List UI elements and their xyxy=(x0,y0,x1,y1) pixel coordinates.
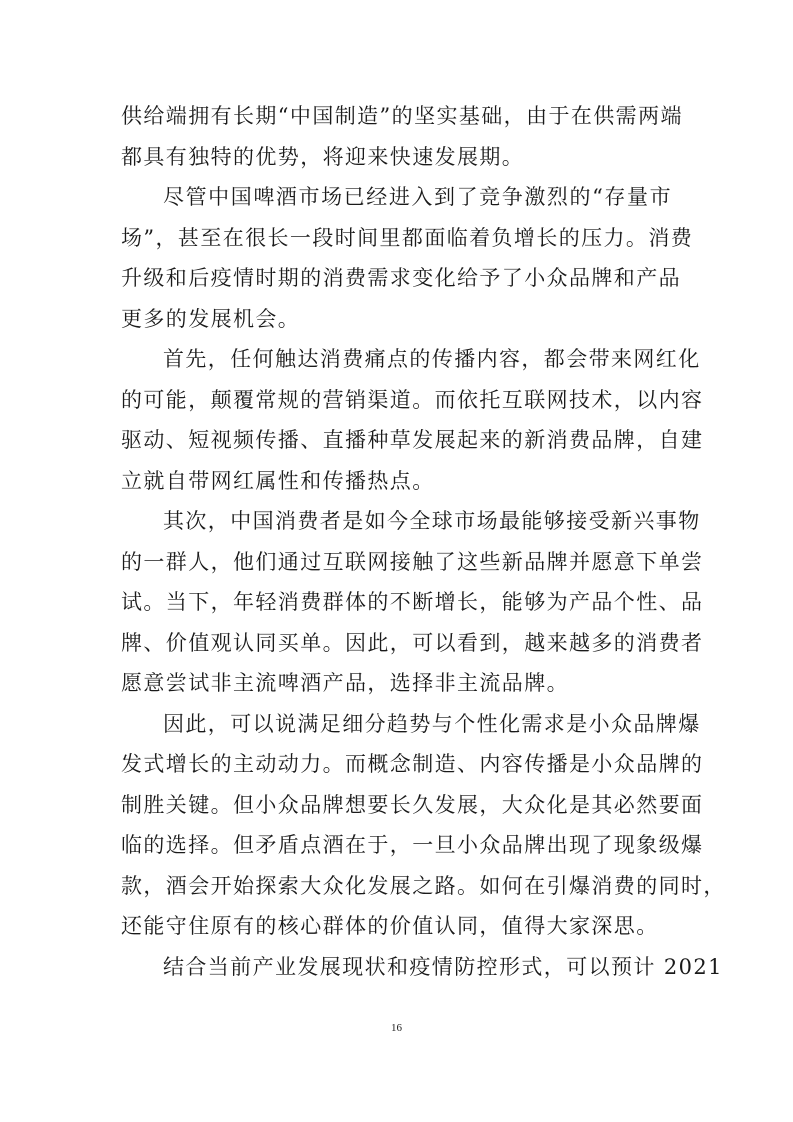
text-line: 更多的发展机会。 xyxy=(121,306,301,331)
text-line: 试。当下，年轻消费群体的不断增长，能够为产品个性、品 xyxy=(121,590,704,614)
text-line: 首先，任何触达消费痛点的传播内容，都会带来网红化 xyxy=(163,347,701,371)
body-text xyxy=(121,96,726,987)
text-line: 的一群人，他们通过互联网接触了这些新品牌并愿意下单尝 xyxy=(121,549,704,574)
text-line: 还能守住原有的核心群体的价值认同，值得大家深思。 xyxy=(121,914,659,938)
text-line: 立就自带网红属性和传播热点。 xyxy=(121,468,435,493)
text-line: 临的选择。但矛盾点酒在于，一旦小众品牌出现了现象级爆 xyxy=(121,833,704,857)
text-line: 因此，可以说满足细分趋势与个性化需求是小众品牌爆 xyxy=(163,711,701,736)
text-line: 的可能，颠覆常规的营销渠道。而依托互联网技术，以内容 xyxy=(121,387,704,412)
text-line: 驱动、短视频传播、直播种草发展起来的新消费品牌，自建 xyxy=(121,428,704,452)
text-line: 制胜关键。但小众品牌想要长久发展，大众化是其必然要面 xyxy=(121,792,704,817)
text-line: 供给端拥有长期“中国制造”的坚实基础，由于在供需两端 xyxy=(121,104,683,128)
text-line: 尽管中国啤酒市场已经进入到了竞争激烈的“存量市 xyxy=(163,185,672,209)
paragraph xyxy=(121,96,683,177)
text-line: 牌、价值观认同买单。因此，可以看到，越来越多的消费者 xyxy=(121,630,704,655)
paragraph xyxy=(121,177,694,339)
text-line: 结合当前产业发展现状和疫情防控形式，可以预计 2021 xyxy=(163,954,723,979)
paragraph xyxy=(121,947,723,988)
text-line: 愿意尝试非主流啤酒产品，选择非主流品牌。 xyxy=(121,671,569,695)
page-number: 16 xyxy=(391,1022,402,1034)
text-line: 款，酒会开始探索大众化发展之路。如何在引爆消费的同时， xyxy=(121,873,726,898)
paragraph xyxy=(121,501,704,704)
text-line: 场”，甚至在很长一段时间里都面临着负增长的压力。消费 xyxy=(121,225,694,250)
text-line: 其次，中国消费者是如今全球市场最能够接受新兴事物 xyxy=(163,509,701,533)
text-line: 都具有独特的优势，将迎来快速发展期。 xyxy=(121,144,525,169)
paragraph xyxy=(121,339,704,501)
paragraph xyxy=(121,704,726,947)
text-line: 升级和后疫情时期的消费需求变化给予了小众品牌和产品 xyxy=(121,266,681,290)
text-line: 发式增长的主动动力。而概念制造、内容传播是小众品牌的 xyxy=(121,752,704,776)
